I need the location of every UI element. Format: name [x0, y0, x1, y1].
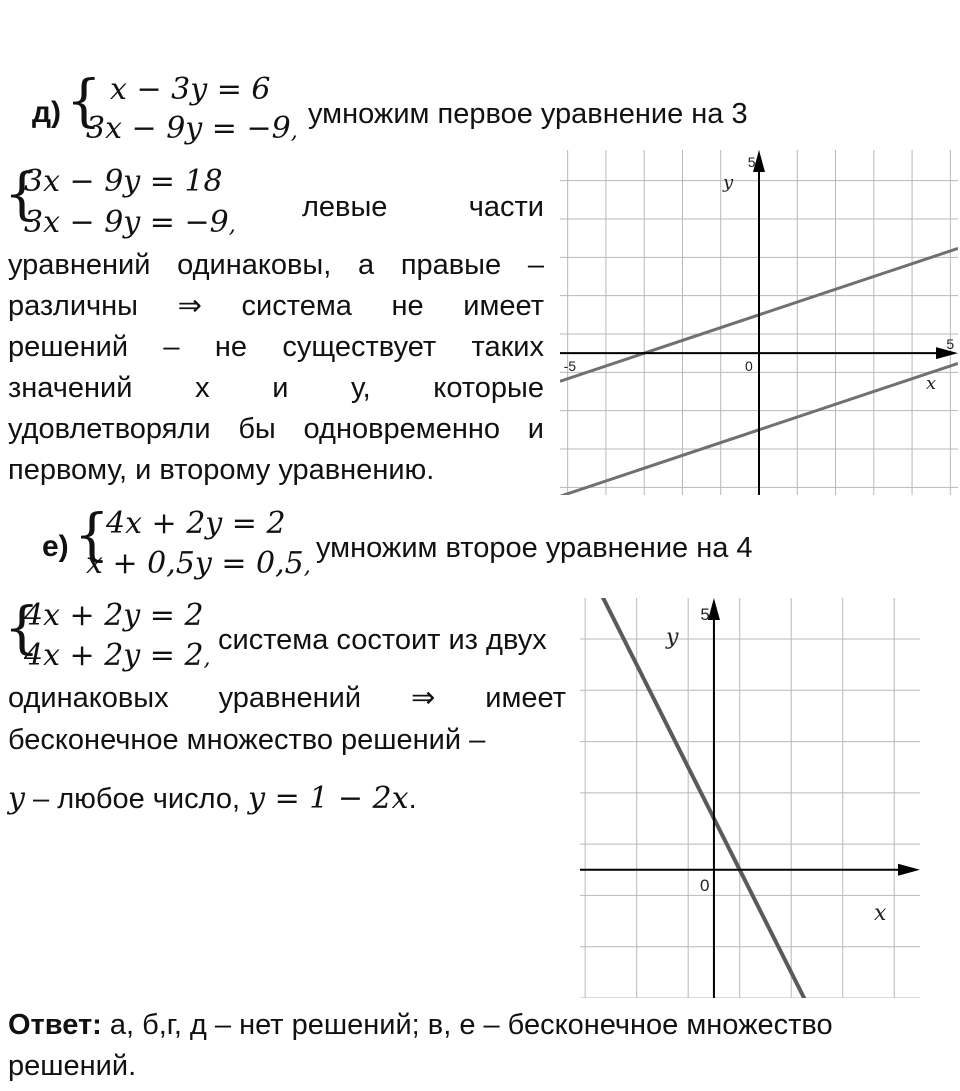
part-d-sys2-eq2: 3x − 9y = −9, — [24, 205, 236, 240]
part-e-sys2-eq2: 4x + 2y = 2, — [24, 638, 211, 673]
part-d-eq1: x − 3y = 6 — [110, 72, 271, 107]
tick-label-origin: 0 — [699, 875, 710, 895]
part-d-explanation-line: решений – не существует таких — [8, 331, 544, 363]
part-d-explanation-line: удовлетворяли бы одновременно и — [8, 413, 544, 445]
x-axis-arrow — [898, 864, 920, 876]
tick-label-y-max: 5 — [747, 154, 756, 171]
answer-line-2: решений. — [8, 1050, 137, 1082]
graph-part-e — [580, 598, 920, 998]
part-d-explanation-line: левые части — [302, 191, 544, 223]
part-e-eq1: 4x + 2y = 2 — [106, 506, 286, 541]
x-axis-label: x — [926, 373, 937, 395]
part-e-conclusion: y – любое число, y = 1 − 2x. — [8, 781, 417, 816]
system-brace: { — [66, 69, 102, 134]
part-d-label: д) — [32, 96, 62, 129]
part-e-comment: умножим второе уравнение на 4 — [316, 532, 753, 564]
series-line — [580, 598, 920, 998]
part-d-explanation-line: уравнений одинаковы, а правые – — [8, 249, 544, 281]
x-axis-label: x — [874, 900, 887, 926]
part-d-comment: умножим первое уравнение на 3 — [308, 98, 748, 130]
tick-label-x-max: 5 — [946, 336, 955, 353]
part-d-explanation-line: первому, и второму уравнению. — [8, 454, 435, 486]
system-brace: { — [4, 162, 40, 227]
part-e-sys2-eq1: 4x + 2y = 2 — [24, 598, 204, 633]
answer-line: Ответ: а, б,г, д – нет решений; в, е – бесконечное множество — [8, 1009, 833, 1041]
part-e-explanation-line: система состоит из двух — [218, 624, 547, 656]
y-axis-label: y — [665, 625, 679, 650]
system-brace: { — [74, 503, 110, 568]
part-d-eq2: 3x − 9y = −9, — [86, 111, 298, 146]
part-e-explanation-line: бесконечное множество решений – — [8, 724, 486, 756]
tick-label-y-max: 5 — [700, 605, 710, 625]
tick-label-x-min: -5 — [563, 358, 577, 375]
graph-part-d — [560, 150, 958, 495]
part-d-explanation-line: значений х и у, которые — [8, 372, 544, 404]
y-axis-label: y — [723, 172, 734, 193]
tick-label-origin: 0 — [745, 358, 753, 375]
system-brace: { — [4, 596, 40, 661]
part-d-explanation-line: различны ⇒ система не имеет — [8, 290, 544, 322]
part-d-sys2-eq1: 3x − 9y = 18 — [24, 164, 223, 199]
part-e-label: е) — [42, 530, 69, 563]
part-e-eq2: x + 0,5y = 0,5, — [86, 546, 311, 581]
part-e-explanation-line: одинаковых уравнений ⇒ имеет — [8, 682, 566, 714]
